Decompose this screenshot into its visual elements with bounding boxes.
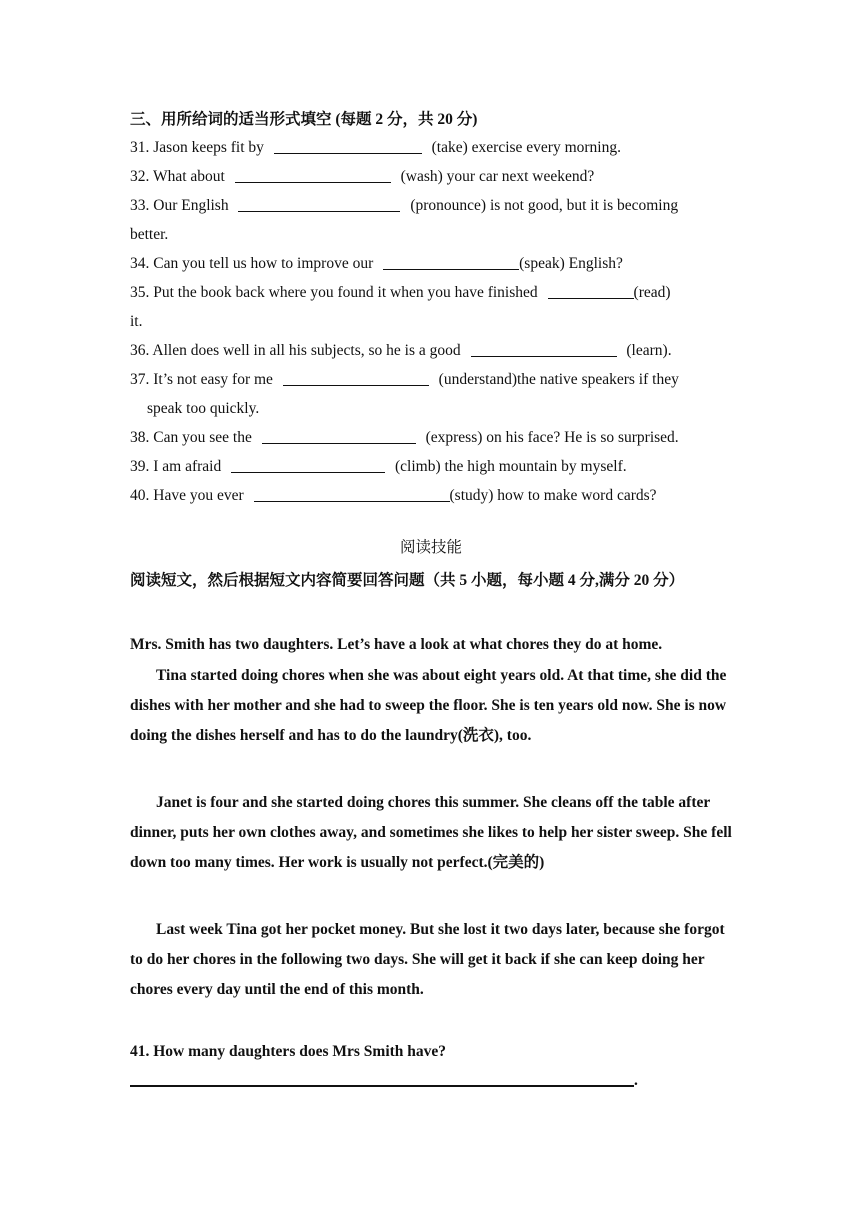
reading-instruction: 阅读短文，然后根据短文内容简要回答问题（共 5 小题，每小题 4 分,满分 20 分） (130, 572, 685, 589)
answer-blank[interactable] (274, 139, 422, 154)
passage-paragraph-2: Janet is four and she started doing chores this summer. She cleans off the table after dinner, puts her own clothes away, and sometimes she likes to help her sister sweep. She fell down too many times. Her work is usually not perfect.(完美的) (130, 794, 732, 871)
answer-blank[interactable] (238, 197, 400, 212)
question-34: 34. Can you tell us how to improve our (speak) English? (130, 255, 623, 272)
answer-blank[interactable] (231, 458, 385, 473)
passage-paragraph-3: Last week Tina got her pocket money. But she lost it two days later, because she forgot to do her chores in the following two days. She will get it back if she can keep doing her chores every day until the end of this month. (130, 921, 725, 998)
answer-blank[interactable] (283, 371, 429, 386)
question-41-answer-line: . (130, 1071, 638, 1091)
question-33: 33. Our English (pronounce) is not good, but it is becoming (130, 197, 679, 214)
question-31: 31. Jason keeps fit by (take) exercise every morning. (130, 139, 621, 156)
answer-blank[interactable] (471, 342, 617, 357)
passage-paragraph-1: Tina started doing chores when she was about eight years old. At that time, she did the dishes with her mother and she had to sweep the floor. She is ten years old now. She is now doing the dishes herself and has to do the laundry(洗衣), too. (130, 667, 727, 744)
question-38: 38. Can you see the (express) on his face? He is so surprised. (130, 429, 679, 446)
section-heading: 三、用所给词的适当形式填空 (每题 2 分，共 20 分) (130, 111, 478, 128)
question-39: 39. I am afraid (climb) the high mountain by myself. (130, 458, 627, 475)
question-33-continuation: better. (130, 226, 169, 243)
question-37: 37. It’s not easy for me (understand)the native speakers if they (130, 371, 679, 388)
question-41: 41. How many daughters does Mrs Smith have? (130, 1043, 447, 1060)
answer-blank[interactable] (262, 429, 416, 444)
answer-blank[interactable] (254, 487, 450, 502)
reading-title: 阅读技能 (399, 539, 462, 556)
answer-blank[interactable] (383, 255, 519, 270)
question-32: 32. What about (wash) your car next weekend? (130, 168, 595, 185)
question-35-continuation: it. (130, 313, 143, 330)
answer-blank[interactable] (235, 168, 391, 183)
answer-blank[interactable] (548, 284, 634, 299)
question-36: 36. Allen does well in all his subjects, so he is a good (learn). (130, 342, 672, 359)
question-37-continuation: speak too quickly. (147, 400, 260, 417)
answer-blank[interactable] (130, 1071, 634, 1087)
question-40: 40. Have you ever (study) how to make word cards? (130, 487, 657, 504)
passage-intro: Mrs. Smith has two daughters. Let’s have a look at what chores they do at home. (130, 636, 663, 653)
question-35: 35. Put the book back where you found it when you have finished (read) (130, 284, 671, 301)
